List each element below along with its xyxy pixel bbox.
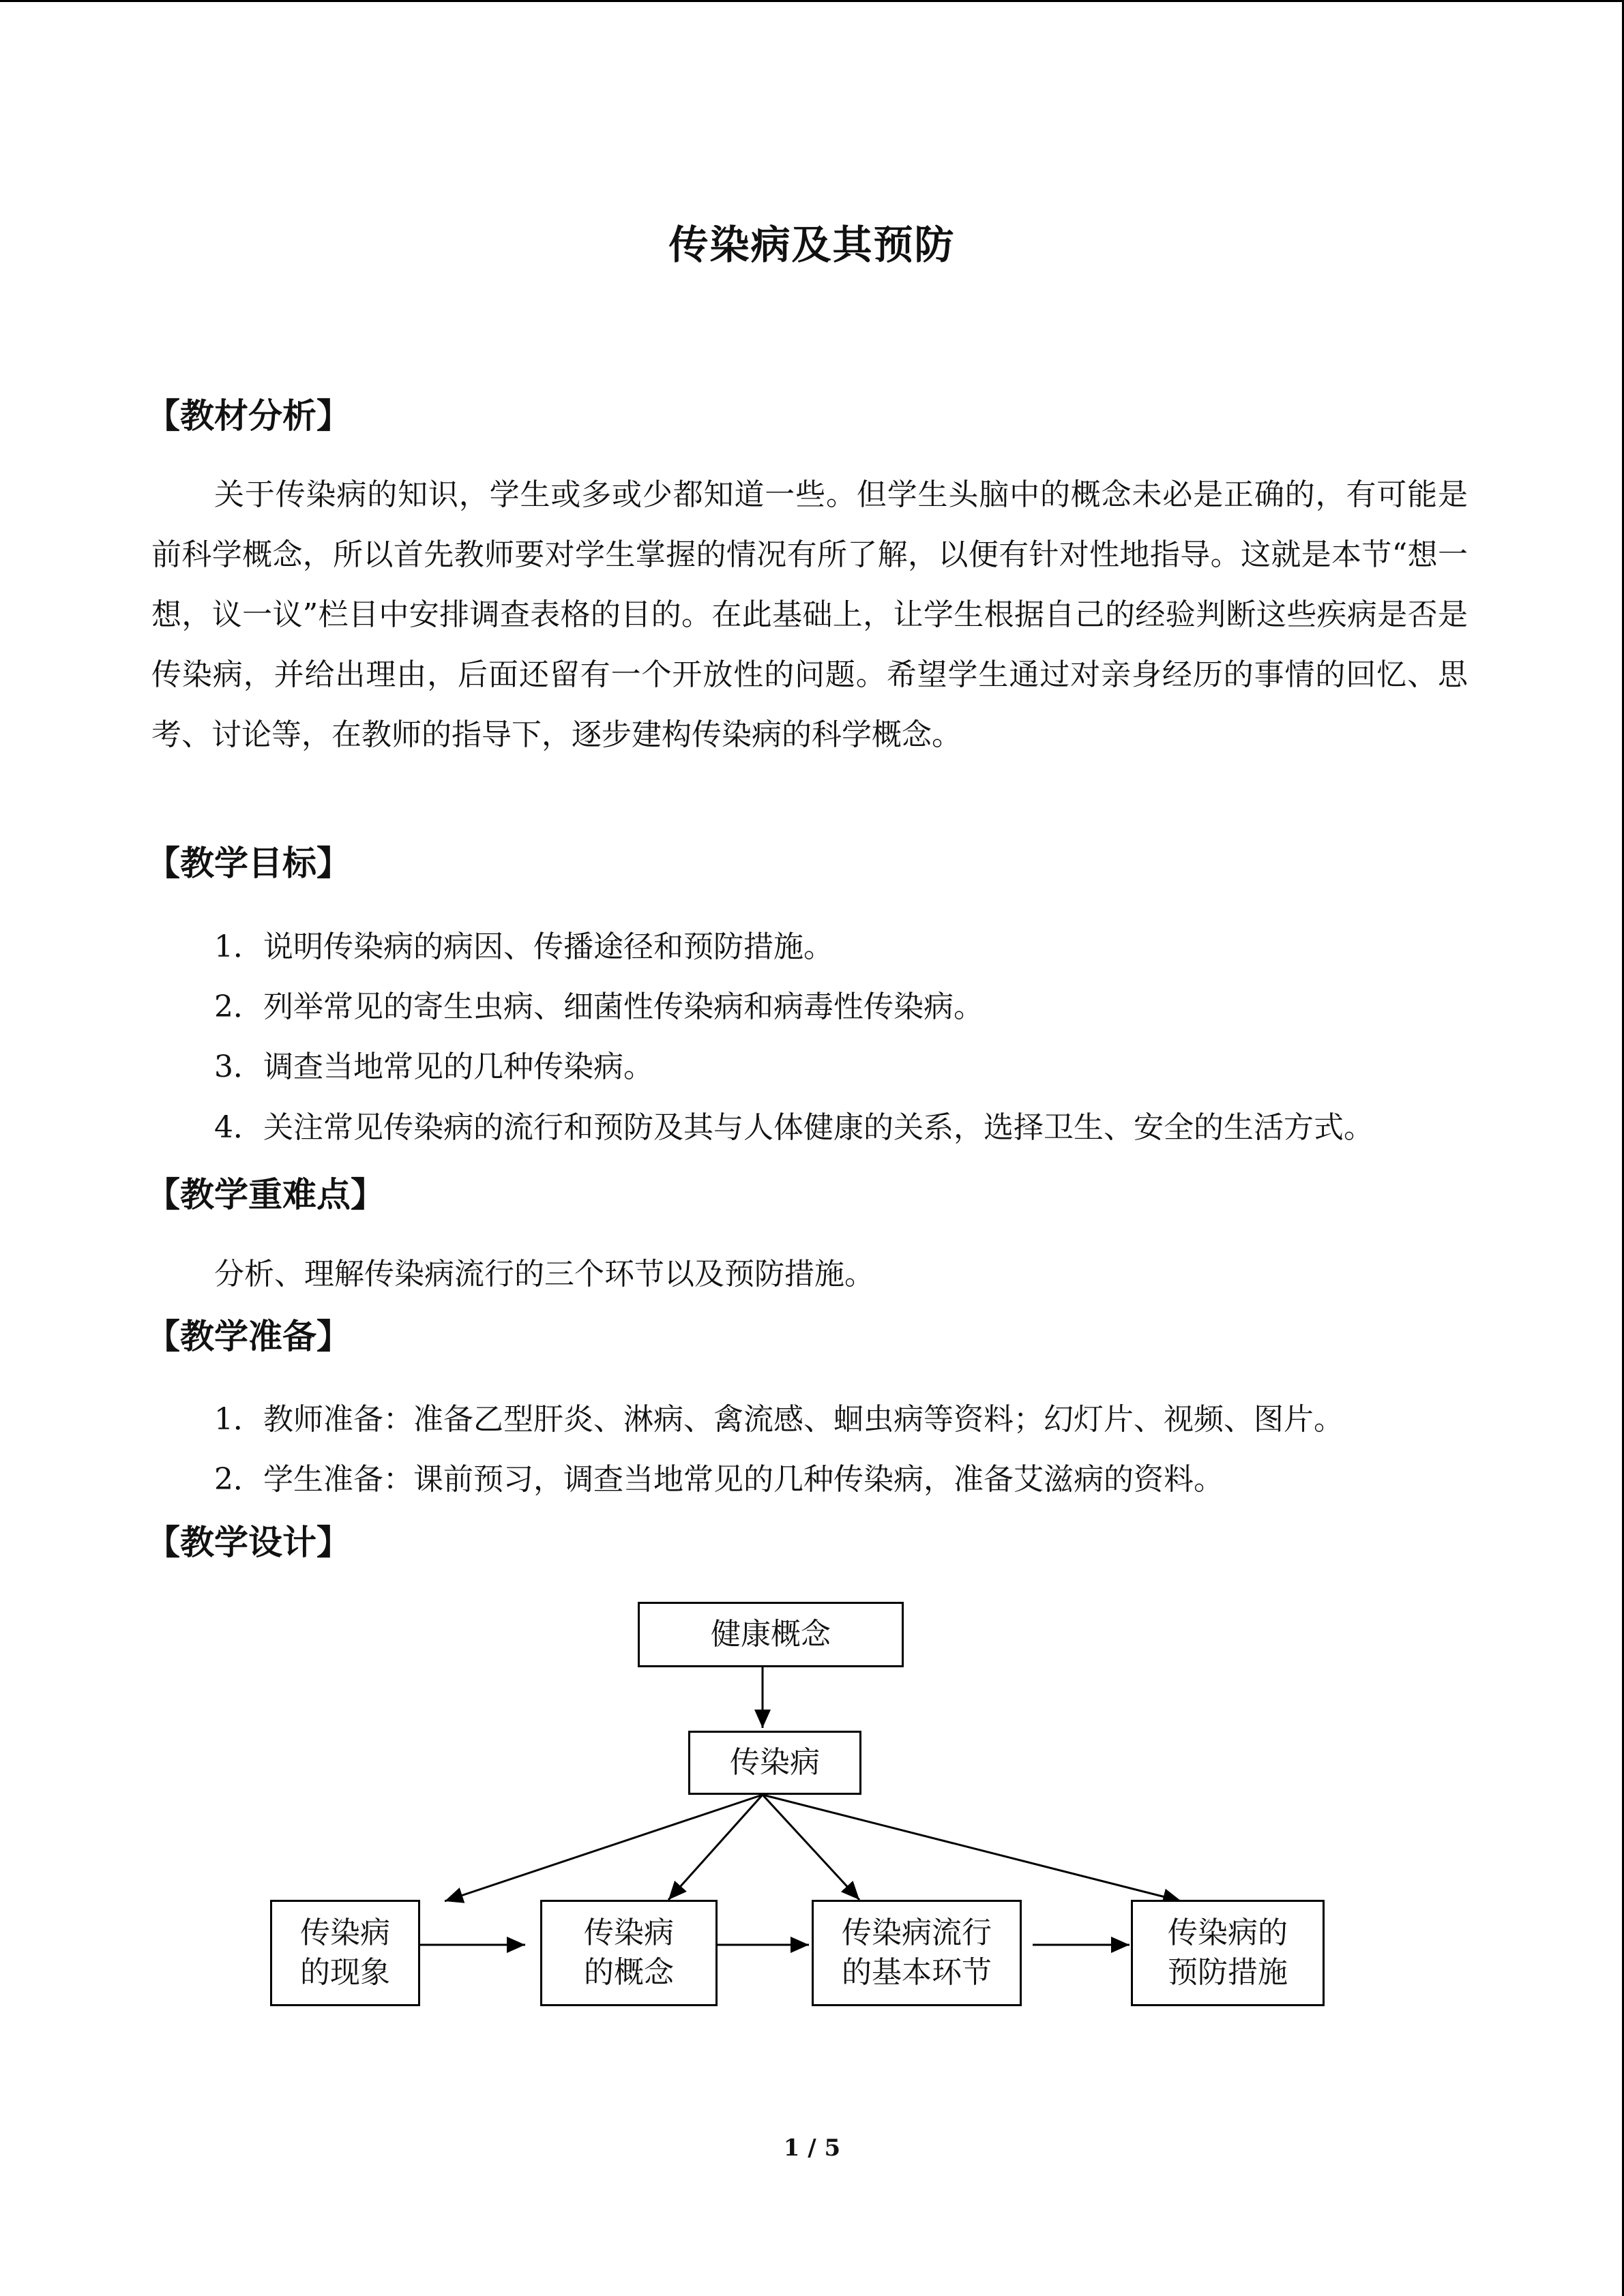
box-phenomenon-line2: 的现象 bbox=[300, 1955, 390, 1990]
box-prevention bbox=[1131, 1900, 1325, 2006]
page-title: 传染病及其预防 bbox=[668, 222, 956, 268]
heading-preparation: 【教学准备】 bbox=[146, 1316, 351, 1356]
arrow-to-links bbox=[763, 1795, 859, 1900]
box-health-concept bbox=[638, 1602, 904, 1667]
analysis-paragraph: 关于传染病的知识，学生或多或少都知道一些。但学生头脑中的概念未必是正确的，有可能是前科学概念，所以首先教师要对学生掌握的情况有所了解，以便有针对性地指导。这就是本节“想一想，议一议”栏目中安排调查表格的目的。在此基础上，让学生根据自己的经验判断这些疾病是否是传染病，并给出理由，后面还留有一个开放性的问题。希望学生通过对亲身经历的事情的回忆、思考、讨论等，在教师的指导下，逐步建构传染病的科学概念。 bbox=[151, 477, 1468, 752]
objective-item: 4．关注常见传染病的流行和预防及其与人体健康的关系，选择卫生、安全的生活方式。 bbox=[214, 1110, 1374, 1145]
heading-design: 【教学设计】 bbox=[146, 1522, 351, 1562]
objective-item: 1．说明传染病的病因、传播途径和预防措施。 bbox=[214, 929, 833, 964]
box-prevention-line2: 预防措施 bbox=[1168, 1955, 1288, 1990]
objective-item: 3．调查当地常见的几种传染病。 bbox=[214, 1049, 653, 1084]
box-concept-line1: 传染病 bbox=[584, 1915, 674, 1950]
box-phenomenon bbox=[270, 1900, 420, 2006]
box-infectious-disease-label: 传染病 bbox=[730, 1745, 820, 1780]
box-health-concept-label: 健康概念 bbox=[711, 1617, 831, 1652]
heading-key-points: 【教学重难点】 bbox=[146, 1174, 385, 1214]
objective-item: 2．列举常见的寄生虫病、细菌性传染病和病毒性传染病。 bbox=[214, 989, 984, 1024]
box-prevention-line1: 传染病的 bbox=[1168, 1915, 1288, 1950]
preparation-item: 1．教师准备：准备乙型肝炎、淋病、禽流感、蛔虫病等资料；幻灯片、视频、图片。 bbox=[214, 1402, 1344, 1437]
box-epidemic-links bbox=[812, 1900, 1022, 2006]
page-number: 1 / 5 bbox=[783, 2134, 841, 2162]
box-phenomenon-line1: 传染病 bbox=[300, 1915, 390, 1950]
preparation-item: 2．学生准备：课前预习，调查当地常见的几种传染病，准备艾滋病的资料。 bbox=[214, 1462, 1224, 1497]
box-epidemic-links-line2: 的基本环节 bbox=[842, 1955, 992, 1990]
heading-analysis: 【教材分析】 bbox=[146, 396, 351, 436]
box-concept-line2: 的概念 bbox=[584, 1955, 674, 1990]
key-points-text: 分析、理解传染病流行的三个环节以及预防措施。 bbox=[214, 1257, 874, 1292]
box-infectious-disease bbox=[688, 1731, 861, 1795]
heading-objectives: 【教学目标】 bbox=[146, 843, 351, 883]
box-epidemic-links-line1: 传染病流行 bbox=[842, 1915, 992, 1950]
arrow-to-prevention bbox=[763, 1795, 1181, 1901]
box-concept bbox=[540, 1900, 718, 2006]
